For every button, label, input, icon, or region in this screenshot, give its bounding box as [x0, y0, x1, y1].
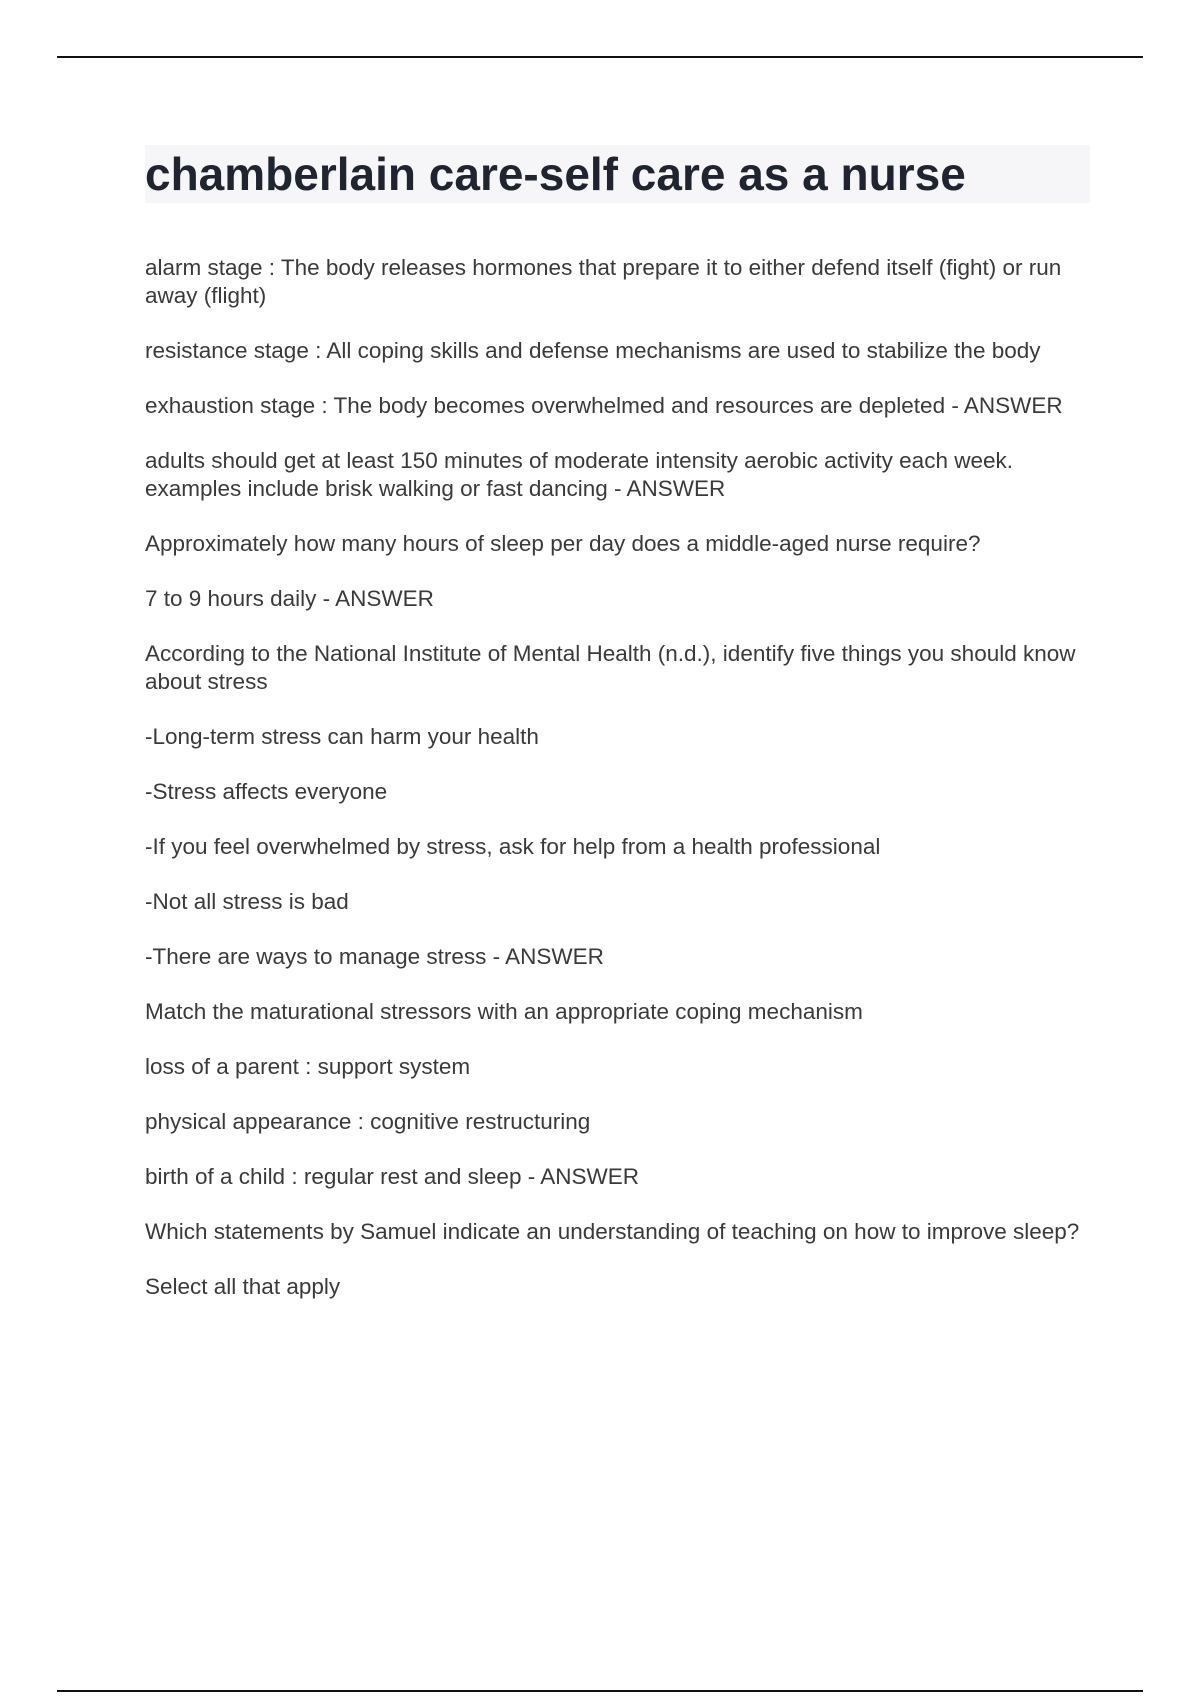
paragraph-aerobic-activity: adults should get at least 150 minutes of moderate intensity aerobic activity each week. examples include brisk walking or fast dancing - ANSWER: [145, 448, 1013, 501]
paragraph-sleep-answer: 7 to 9 hours daily - ANSWER: [145, 586, 434, 611]
list-item: -Stress affects everyone: [145, 779, 388, 804]
list-item: -Long-term stress can harm your health: [145, 724, 539, 749]
paragraph-alarm-stage: alarm stage : The body releases hormones that prepare it to either defend itself (fight) or run away (flight): [145, 255, 1062, 308]
list-item: birth of a child : regular rest and sleep - ANSWER: [145, 1164, 639, 1189]
list-item: -There are ways to manage stress - ANSWER: [145, 944, 604, 969]
paragraph-exhaustion-stage: exhaustion stage : The body becomes overwhelmed and resources are depleted - ANSWER: [145, 393, 1063, 418]
list-item: -Not all stress is bad: [145, 889, 349, 914]
list-item: physical appearance : cognitive restructuring: [145, 1109, 591, 1134]
bottom-rule: [57, 1690, 1143, 1692]
document-title: chamberlain care-self care as a nurse: [145, 148, 966, 200]
top-rule: [57, 56, 1143, 58]
paragraph-match-question: Match the maturational stressors with an appropriate coping mechanism: [145, 999, 863, 1024]
paragraph-resistance-stage: resistance stage : All coping skills and defense mechanisms are used to stabilize the body: [145, 338, 1041, 363]
paragraph-select-all: Select all that apply: [145, 1274, 341, 1299]
document-body: [145, 254, 1085, 1328]
paragraph-samuel-question: Which statements by Samuel indicate an understanding of teaching on how to improve sleep?: [145, 1219, 1080, 1244]
paragraph-sleep-question: Approximately how many hours of sleep per day does a middle-aged nurse require?: [145, 531, 981, 556]
list-item: -If you feel overwhelmed by stress, ask for help from a health professional: [145, 834, 881, 859]
list-item: loss of a parent : support system: [145, 1054, 471, 1079]
paragraph-nimh-question: According to the National Institute of Mental Health (n.d.), identify five things you should know about stress: [145, 641, 1076, 694]
